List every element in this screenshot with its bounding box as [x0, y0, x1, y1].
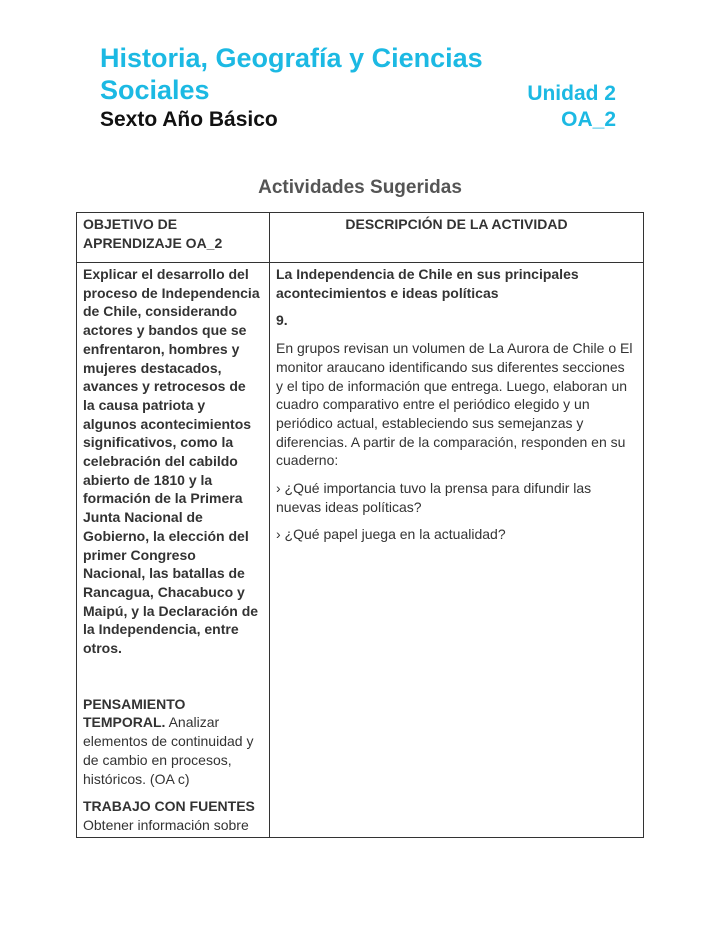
skill2-text: Obtener información sobre [83, 816, 249, 833]
description-cell [270, 263, 644, 838]
oa-label: OA_2 [561, 108, 616, 131]
objective-text: Explicar el desarrollo del proceso de Independencia de Chile, considerando actores y bandos que se enfrentaron, hombres y mujeres destacados, avances y retrocesos de la causa patriota y algunos acontecimientos significativos, como la celebración del cabildo abierto de 1810 y la formación de la Primera Junta Nacional de Gobierno, la elección del primer Congreso Nacional, las batallas de Rancagua, Chacabuco y Maipú, y la Declaración de la Independencia, entre otros. [83, 266, 260, 657]
question-1: › ¿Qué importancia tuvo la prensa para difundir las nuevas ideas políticas? [276, 480, 592, 515]
activity-number: 9. [276, 312, 288, 329]
objective-cell [77, 263, 270, 838]
table-row [77, 263, 644, 838]
activities-table [76, 212, 644, 838]
header-description: DESCRIPCIÓN DE LA ACTIVIDAD [270, 213, 644, 263]
activity-text: En grupos revisan un volumen de La Aurora de Chile o El monitor araucano identificando sus diferentes secciones y el tipo de información que entrega. Luego, elaboran un cuadro comparativo entre el periódico elegido y un periódico actual, estableciendo sus semejanzas y diferencias. A partir de la comparación, responden en su cuaderno: [276, 340, 633, 469]
grade-label: Sexto Año Básico [100, 108, 278, 131]
skill1-title: PENSAMIENTO TEMPORAL. [83, 695, 186, 731]
unit-label: Unidad 2 [527, 82, 616, 105]
question-2: › ¿Qué papel juega en la actualidad? [276, 526, 506, 543]
table-header-row [77, 213, 644, 263]
activity-title: La Independencia de Chile en sus principales acontecimientos e ideas políticas [276, 266, 579, 301]
skill2-title: TRABAJO CON FUENTES [83, 798, 255, 815]
header-objective: OBJETIVO DE APRENDIZAJE OA_2 [77, 213, 270, 263]
subject-title-line2: Sociales [100, 75, 210, 105]
skill1-text: Analizar elementos de continuidad y de cambio en procesos, históricos. (OA c) [83, 714, 254, 787]
subject-title-line1: Historia, Geografía y Ciencias [100, 43, 483, 73]
section-title: Actividades Sugeridas [258, 177, 462, 198]
